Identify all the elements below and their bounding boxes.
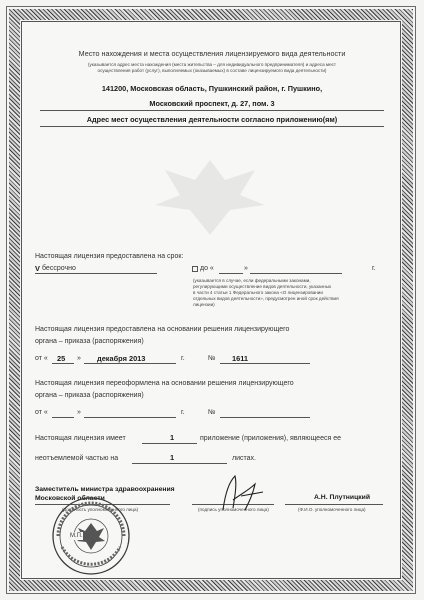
basis-number-sign: №	[208, 355, 216, 362]
place-title: Место нахождения и места осуществления лицензируемого вида деятельности	[78, 49, 346, 58]
basis-month-line	[84, 363, 176, 364]
term-label: Настоящая лицензия предоставлена на срок:	[35, 253, 184, 260]
basis-month-year: декабря 2013	[97, 354, 146, 363]
reissue-number-sign: №	[208, 409, 216, 416]
appendix-address-line: Адрес мест осуществления деятельности согласно приложению(ям)	[86, 115, 338, 124]
signer-name: А.Н. Плутницкий	[314, 494, 371, 501]
reissue-month-line	[84, 417, 176, 418]
address-line-2: Московский проспект, д. 27, пом. 3	[149, 99, 275, 108]
position-note: (должность уполномоченного лица)	[62, 507, 139, 512]
eagle-watermark-icon	[135, 150, 285, 240]
appendix-count: 1	[170, 433, 175, 442]
reissue-line-1: Настоящая лицензия переоформлена на основании решения лицензирующего	[35, 380, 294, 387]
place-note-1: (указывается адрес места нахождения (места жительства – для индивидуального предпринимателя) и адреса мест	[87, 62, 337, 67]
sign-note: (подпись уполномоченного лица)	[198, 507, 269, 512]
term-note-5: лицензии)	[193, 302, 215, 307]
address-line-1: 141200, Московская область, Пушкинский район, г. Пушкино,	[101, 84, 323, 93]
basis-year-suffix: г.	[181, 355, 185, 362]
until-close-quote: »	[244, 265, 248, 272]
signer-position-2: Московской области	[35, 495, 105, 502]
checkmark-icon: V	[35, 264, 40, 273]
name-underline	[285, 504, 383, 505]
basis-line-1: Настоящая лицензия предоставлена на основании решения лицензирующего	[35, 326, 290, 333]
reissue-from: от «	[35, 409, 48, 416]
basis-from: от «	[35, 355, 48, 362]
basis-number: 1611	[232, 354, 249, 363]
place-note-2: осуществления работ (услуг), выполняемых (оказываемых) в составе лицензируемого вида деятельности)	[97, 68, 327, 73]
until-checkbox	[192, 266, 198, 272]
appendix-part-label: неотъемлемой частью на	[35, 455, 119, 462]
basis-close-quote: »	[77, 355, 81, 362]
reissue-day-line	[52, 417, 74, 418]
name-note: (Ф.И.О. уполномоченного лица)	[298, 507, 366, 512]
appendix-has-label: Настоящая лицензия имеет	[35, 435, 126, 442]
reissue-number-line	[220, 417, 310, 418]
reissue-line-2: органа – приказа (распоряжения)	[35, 392, 144, 399]
appendix-underline	[40, 126, 384, 127]
basis-day: 25	[57, 354, 66, 363]
mp-label: М.П.	[70, 533, 83, 539]
term-note-1: (указывается в случае, если федеральными законами,	[193, 278, 311, 283]
basis-day-line	[52, 363, 74, 364]
address-underline	[40, 110, 384, 111]
appendix-count-line	[142, 443, 197, 444]
signer-position-1: Заместитель министра здравоохранения	[35, 486, 175, 493]
sheet-count-line	[132, 463, 227, 464]
until-month-line	[250, 273, 342, 274]
handwritten-signature-icon	[205, 470, 275, 515]
appendix-text: приложение (приложения), являющееся ее	[200, 435, 341, 442]
reissue-close-quote: »	[77, 409, 81, 416]
basis-number-line	[220, 363, 310, 364]
until-year-suffix: г.	[372, 265, 376, 272]
sheets-label: листах.	[232, 455, 256, 462]
until-day-line	[219, 273, 243, 274]
term-note-3: в части 4 статьи 1 Федерального закона «О лицензировании	[193, 290, 323, 295]
term-note-4: отдельных видов деятельности», предусмотрен иной срок действия	[193, 296, 339, 301]
basis-line-2: органа – приказа (распоряжения)	[35, 338, 144, 345]
until-prefix: до «	[200, 265, 214, 272]
term-note-2: регулирующими осуществление видов деятельности, указанных	[193, 284, 332, 289]
term-unlimited: бессрочно	[42, 265, 76, 272]
unlimited-underline	[35, 273, 157, 274]
sheet-count: 1	[170, 453, 175, 462]
reissue-year-suffix: г.	[181, 409, 185, 416]
round-seal-icon	[50, 495, 132, 577]
